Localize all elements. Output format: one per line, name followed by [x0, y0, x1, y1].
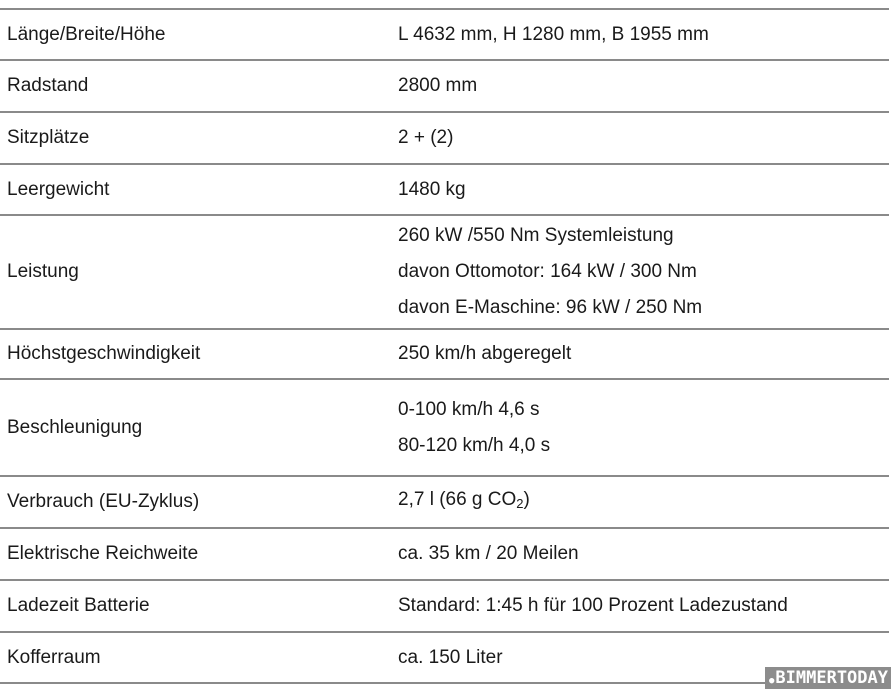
value-line: [398, 482, 889, 522]
value-line: 1480 kg: [398, 178, 466, 200]
value-line: davon E-Maschine: 96 kW / 250 Nm: [398, 297, 703, 318]
row-value: [398, 379, 889, 476]
row-value: [398, 9, 889, 60]
value-line: davon Ottomotor: 164 kW / 300 Nm: [398, 261, 697, 282]
row-label: Höchstgeschwindigkeit: [7, 343, 201, 364]
row-label: Ladezeit Batterie: [7, 595, 150, 616]
row-label: Kofferraum: [7, 646, 101, 668]
table-row: [0, 60, 889, 112]
table-row: [0, 528, 889, 580]
row-label: Radstand: [7, 75, 89, 96]
row-label: Sitzplätze: [7, 127, 90, 148]
row-value: [398, 580, 889, 632]
table-row: [0, 476, 889, 528]
table-row: [0, 329, 889, 379]
bimmertoday-watermark: [765, 667, 891, 689]
row-value: [398, 112, 889, 164]
row-value: [398, 329, 889, 379]
row-value: [398, 164, 889, 215]
row-label: Leistung: [7, 261, 79, 282]
table-row: [0, 580, 889, 632]
value-line: 2800 mm: [398, 75, 478, 96]
row-value: [398, 528, 889, 580]
row-label: Leergewicht: [7, 178, 110, 200]
spec-table: [0, 8, 889, 684]
row-label: Elektrische Reichweite: [7, 543, 199, 564]
table-row: [0, 379, 889, 476]
row-value: [398, 215, 889, 329]
row-value: [398, 476, 889, 528]
value-line: 2 + (2): [398, 127, 454, 148]
value-text: 2,7 l (66 g CO: [398, 489, 517, 510]
row-label: Verbrauch (EU-Zyklus): [7, 491, 200, 512]
table-row: [0, 9, 889, 60]
value-text: ): [523, 489, 530, 510]
value-line: 0-100 km/h 4,6 s: [398, 398, 540, 420]
value-line: 80-120 km/h 4,0 s: [398, 434, 551, 456]
watermark-text: BIMMERTODAY: [775, 668, 888, 688]
value-line: 260 kW /550 Nm Systemleistung: [398, 225, 674, 246]
value-line: 250 km/h abgeregelt: [398, 343, 572, 364]
table-row: [0, 215, 889, 329]
row-value: [398, 60, 889, 112]
table-row: [0, 632, 889, 683]
value-line: ca. 35 km / 20 Meilen: [398, 543, 579, 564]
watermark-dot-icon: ●: [768, 676, 775, 686]
subscript: 2: [516, 496, 524, 511]
value-line: Standard: 1:45 h für 100 Prozent Ladezustand: [398, 595, 788, 616]
table-row: [0, 112, 889, 164]
row-label: Beschleunigung: [7, 416, 143, 438]
row-label: Länge/Breite/Höhe: [7, 23, 166, 45]
table-row: [0, 164, 889, 215]
value-line: ca. 150 Liter: [398, 646, 503, 668]
value-line: L 4632 mm, H 1280 mm, B 1955 mm: [398, 23, 709, 45]
